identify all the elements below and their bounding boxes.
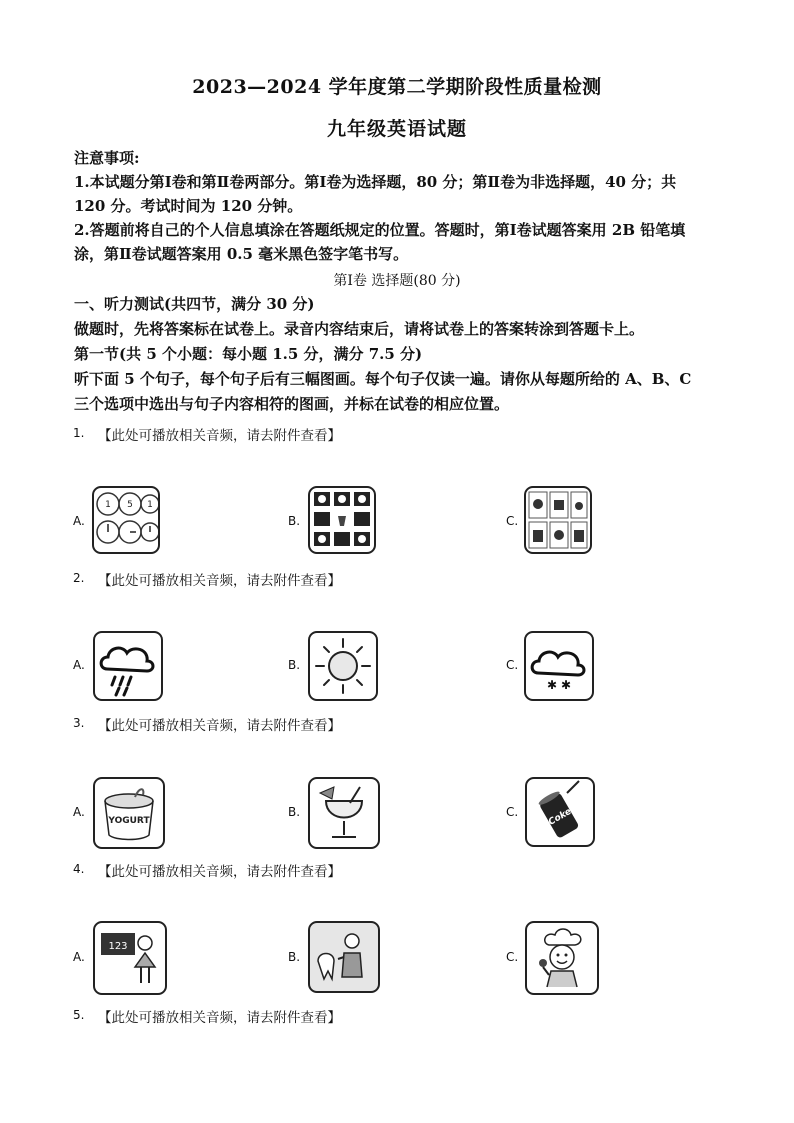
option-label-b: B. (288, 514, 301, 528)
question-number: 1. (73, 426, 85, 440)
rain-cloud-icon[interactable] (93, 631, 163, 701)
notes-line-1a: 1.本试题分第Ⅰ卷和第Ⅱ卷两部分。第Ⅰ卷为选择题，80 分；第Ⅱ卷为非选择题，40 分；共 (74, 173, 677, 191)
notes-line-2a: 2.答题前将自己的个人信息填涂在答题纸规定的位置。答题时，第Ⅰ卷试题答案用 2B 铅笔填 (74, 221, 686, 239)
notes-line-1b: 120 分。考试时间为 120 分钟。 (74, 197, 303, 215)
yogurt-icon[interactable] (93, 777, 165, 849)
yogurt-label: YOGURT (108, 816, 150, 826)
option-label-a: A. (73, 950, 85, 964)
posters-icon[interactable] (524, 486, 592, 554)
section-heading: 一、听力测试(共四节，满分 30 分) (74, 295, 315, 313)
notes-line-2b: 涂，第Ⅱ卷试题答案用 0.5 毫米黑色签字笔书写。 (74, 245, 409, 263)
teacher-icon[interactable] (93, 921, 167, 995)
option-label-a: A. (73, 514, 85, 528)
option-label-c: C. (506, 950, 519, 964)
snow-cloud-icon[interactable] (524, 631, 594, 701)
audio-placeholder: 【此处可播放相关音频，请去附件查看】 (98, 864, 341, 880)
exam-title: 2023—2024 学年度第二学期阶段性质量检测 (192, 76, 602, 98)
audio-placeholder: 【此处可播放相关音频，请去附件查看】 (98, 1010, 341, 1026)
question-number: 5. (73, 1008, 85, 1022)
subsection-heading: 第一节(共 5 个小题：每小题 1.5 分，满分 7.5 分) (74, 345, 423, 363)
audio-placeholder: 【此处可播放相关音频，请去附件查看】 (98, 573, 341, 589)
coke-can-icon[interactable] (525, 777, 595, 847)
subsection-desc-1: 听下面 5 个句子，每个句子后有三幅图画。每个句子仅读一遍。请你从每题所给的 A、B、C (74, 370, 692, 388)
clocks-icon[interactable] (92, 486, 160, 554)
question-number: 4. (73, 862, 85, 876)
juice-glass-icon[interactable] (308, 777, 380, 849)
svg-text:1: 1 (147, 500, 153, 510)
question-number: 2. (73, 571, 85, 585)
option-label-a: A. (73, 658, 85, 672)
question-number: 3. (73, 716, 85, 730)
svg-text:1: 1 (105, 500, 111, 510)
part-heading: 第Ⅰ卷 选择题(80 分) (333, 273, 461, 289)
option-label-b: B. (288, 805, 301, 819)
paper-cut-art-icon[interactable] (308, 486, 376, 554)
sun-icon[interactable] (308, 631, 378, 701)
audio-placeholder: 【此处可播放相关音频，请去附件查看】 (98, 718, 341, 734)
notes-heading: 注意事项: (74, 149, 140, 167)
audio-placeholder: 【此处可播放相关音频，请去附件查看】 (98, 428, 341, 444)
svg-text:✱: ✱ (546, 678, 558, 692)
coke-label: Coke (546, 806, 574, 828)
exam-subtitle: 九年级英语试题 (326, 118, 467, 140)
svg-text:5: 5 (127, 500, 133, 510)
section-instruction: 做题时，先将答案标在试卷上。录音内容结束后，请将试卷上的答案转涂到答题卡上。 (74, 320, 645, 338)
cook-icon[interactable] (525, 921, 599, 995)
subsection-desc-2: 三个选项中选出与句子内容相符的图画，并标在试卷的相应位置。 (74, 395, 510, 413)
option-label-c: C. (506, 514, 519, 528)
option-label-c: C. (506, 658, 519, 672)
svg-text:✱: ✱ (560, 678, 572, 692)
option-label-a: A. (73, 805, 85, 819)
blackboard-text: 123 (108, 941, 128, 952)
dentist-icon[interactable] (308, 921, 380, 993)
option-label-b: B. (288, 658, 301, 672)
option-label-c: C. (506, 805, 519, 819)
option-label-b: B. (288, 950, 301, 964)
